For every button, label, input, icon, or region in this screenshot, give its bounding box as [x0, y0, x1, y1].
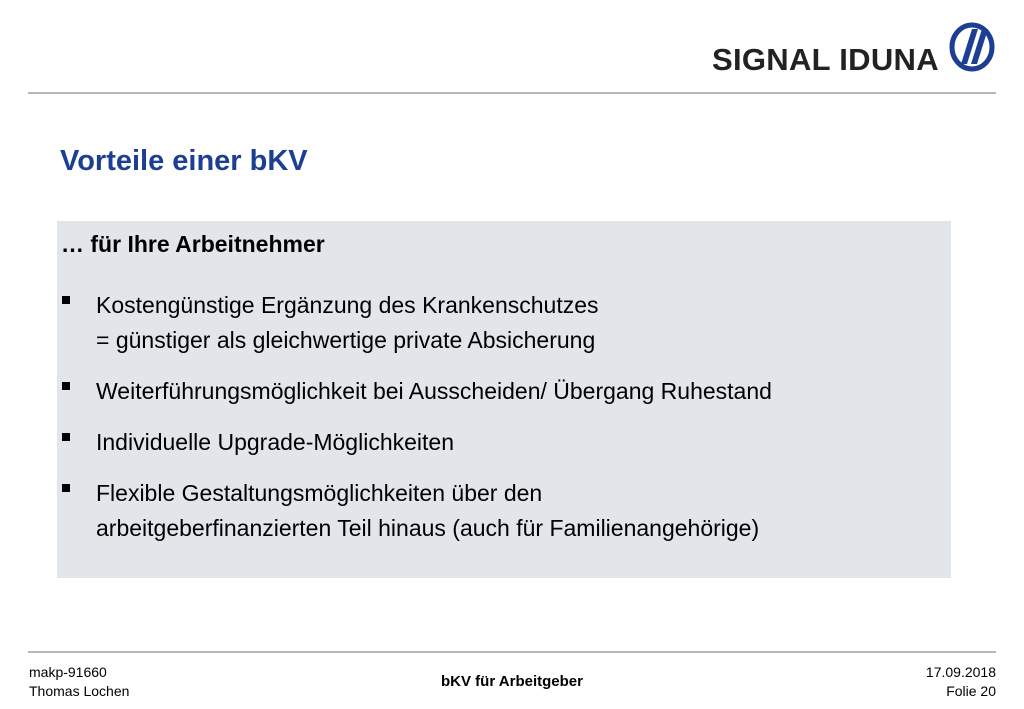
document-id: makp-91660 — [29, 664, 107, 680]
company-logo-text: SIGNAL IDUNA — [712, 42, 939, 77]
square-bullet-icon — [62, 433, 70, 441]
list-item — [57, 288, 937, 358]
bullet-text: Weiterführungsmöglichkeit bei Ausscheiden/ Übergang Ruhestand — [96, 378, 772, 404]
signal-iduna-logo-icon — [948, 20, 996, 74]
list-item — [57, 374, 937, 409]
content-box — [57, 221, 951, 578]
list-item — [57, 425, 937, 460]
footer-title: bKV für Arbeitgeber — [441, 673, 583, 690]
footer-right — [926, 663, 996, 701]
author-name: Thomas Lochen — [29, 683, 130, 699]
box-heading: … für Ihre Arbeitnehmer — [61, 231, 325, 257]
bullet-text: Kostengünstige Ergänzung des Krankenschutzes — [96, 292, 599, 318]
header-divider — [28, 92, 996, 94]
bullet-text: Individuelle Upgrade-Möglichkeiten — [96, 429, 454, 455]
list-item — [57, 476, 937, 546]
bullet-text: = günstiger als gleichwertige private Absicherung — [96, 327, 596, 353]
bullet-list — [57, 288, 937, 562]
footer-date: 17.09.2018 — [925, 664, 996, 680]
slide-number: Folie 20 — [946, 683, 996, 699]
square-bullet-icon — [62, 484, 70, 492]
square-bullet-icon — [62, 296, 70, 304]
slide-title: Vorteile einer bKV — [60, 145, 308, 177]
bullet-text: arbeitgeberfinanzierten Teil hinaus (auch für Familienangehörige) — [96, 515, 760, 541]
square-bullet-icon — [62, 382, 70, 390]
bullet-text: Flexible Gestaltungsmöglichkeiten über den — [96, 480, 543, 506]
footer-divider — [28, 651, 996, 653]
